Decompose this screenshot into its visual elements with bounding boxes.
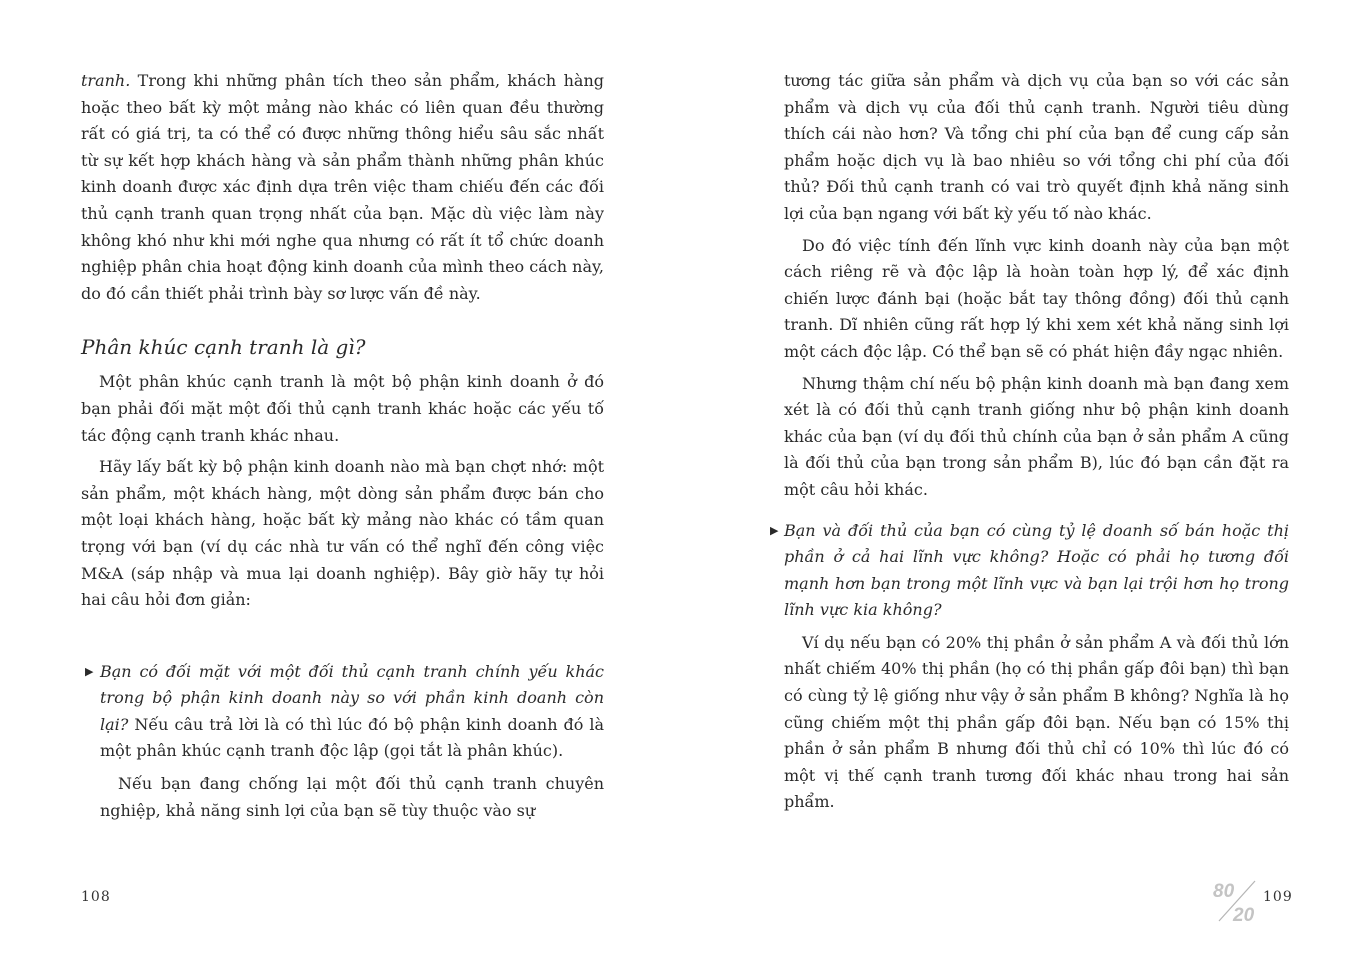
bullet-question: Bạn có đối mặt với một đối thủ cạnh tranh chính yếu khác trong bộ phận kinh doanh này so với phần kinh doanh còn lại? <box>100 661 604 734</box>
right-text-column <box>770 68 1289 821</box>
paragraph-text: Trong khi những phân tích theo sản phẩm, khách hàng hoặc theo bất kỳ một mảng nào khác có liên quan đều thường rất có giá trị, ta có thể có được những thông hiểu sâu sắc nhất từ sự kết hợp khách hàng và sản phẩm thành những phân khúc kinh doanh được xác định dựa trên việc tham chiếu đến các đối thủ cạnh tranh quan trọng nhất của bạn. Mặc dù việc làm này không khó như khi mới nghe qua nhưng có rất ít tổ chức doanh nghiệp phân chia hoạt động kinh doanh của mình theo cách này, do đó cần thiết phải trình bày sơ lược vấn đề này. <box>81 71 604 303</box>
bullet-question: Bạn và đối thủ của bạn có cùng tỷ lệ doanh số bán hoặc thị phần ở cả hai lĩnh vực không? Hoặc có phải họ tương đối mạnh hơn bạn trong một lĩnh vực và bạn lại trội hơn họ trong lĩnh vực kia không? <box>784 520 1289 620</box>
logo-top-number: 80 <box>1213 881 1235 902</box>
left-text-column <box>81 68 604 829</box>
left-paragraph-3: Hãy lấy bất kỳ bộ phận kinh doanh nào mà bạn chợt nhớ: một sản phẩm, một khách hàng, một dòng sản phẩm được bán cho một loại khách hàng, hoặc bất kỳ mảng nào khác có tầm quan trọng với bạn (ví dụ các nhà tư vấn có thể nghĩ đến công việc M&A (sáp nhập và mua lại doanh nghiệp). Bây giờ hãy tự hỏi hai câu hỏi đơn giản: <box>81 457 604 610</box>
triangle-right-icon: ▶ <box>85 664 94 678</box>
left-paragraph-4: Nếu bạn đang chống lại một đối thủ cạnh tranh chuyên nghiệp, khả năng sinh lợi của bạn sẽ tùy thuộc vào sự <box>100 774 604 820</box>
left-paragraph-1 <box>81 68 604 307</box>
bullet-answer: Nếu câu trả lời là có thì lúc đó bộ phận kinh doanh đó là một phân khúc cạnh tranh độc lập (gọi tắt là phân khúc). <box>100 714 604 761</box>
page-number-right: 109 <box>1263 889 1293 905</box>
right-paragraph-3: Nhưng thậm chí nếu bộ phận kinh doanh mà bạn đang xem xét là có đối thủ cạnh tranh giống như bộ phận kinh doanh khác của bạn (ví dụ đối thủ chính của bạn ở sản phẩm A cũng là đối thủ của bạn trong sản phẩm B), lúc đó bạn cần đặt ra một câu hỏi khác. <box>784 373 1289 499</box>
80-20-logo <box>1211 877 1263 925</box>
logo-bottom-number: 20 <box>1233 905 1255 925</box>
right-paragraph-1: tương tác giữa sản phẩm và dịch vụ của bạn so với các sản phẩm và dịch vụ của đối thủ cạnh tranh. Người tiêu dùng thích cái nào hơn? Và tổng chi phí của bạn để cung cấp sản phẩm hoặc dịch vụ là bao nhiêu so với tổng chi phí của đối thủ? Đối thủ cạnh tranh có vai trò quyết định khả năng sinh lợi của bạn ngang với bất kỳ yếu tố nào khác. <box>784 71 1289 223</box>
section-heading: Phân khúc cạnh tranh là gì? <box>81 335 366 360</box>
left-paragraph-2: Một phân khúc cạnh tranh là một bộ phận kinh doanh ở đó bạn phải đối mặt một đối thủ cạnh tranh khác hoặc các yếu tố tác động cạnh tranh khác nhau. <box>81 372 604 445</box>
right-page <box>685 0 1370 969</box>
bullet-item-2 <box>770 518 1289 624</box>
italic-lead: tranh. <box>81 71 131 90</box>
right-paragraph-2: Do đó việc tính đến lĩnh vực kinh doanh này của bạn một cách riêng rẽ và độc lập là hoàn toàn hợp lý, để xác định chiến lược đánh bại (hoặc bắt tay thông đồng) đối thủ cạnh tranh. Dĩ nhiên cũng rất hợp lý khi xem xét khả năng sinh lợi một cách độc lập. Có thể bạn sẽ có phát hiện đầy ngạc nhiên. <box>784 235 1289 361</box>
triangle-right-icon: ▶ <box>770 523 779 537</box>
bullet-item-1 <box>81 659 604 765</box>
page-number-left: 108 <box>81 889 111 905</box>
right-paragraph-4: Ví dụ nếu bạn có 20% thị phần ở sản phẩm A và đối thủ lớn nhất chiếm 40% thị phần (họ có thị phần gấp đôi bạn) thì bạn có cùng tỷ lệ giống như vậy ở sản phẩm B không? Nghĩa là họ cũng chiếm một thị phần gấp đôi bạn. Nếu bạn có 15% thị phần ở sản phẩm B nhưng đối thủ chỉ có 10% thì lúc đó có một vị thế cạnh tranh tương đối khác nhau trong hai sản phẩm. <box>784 632 1289 812</box>
